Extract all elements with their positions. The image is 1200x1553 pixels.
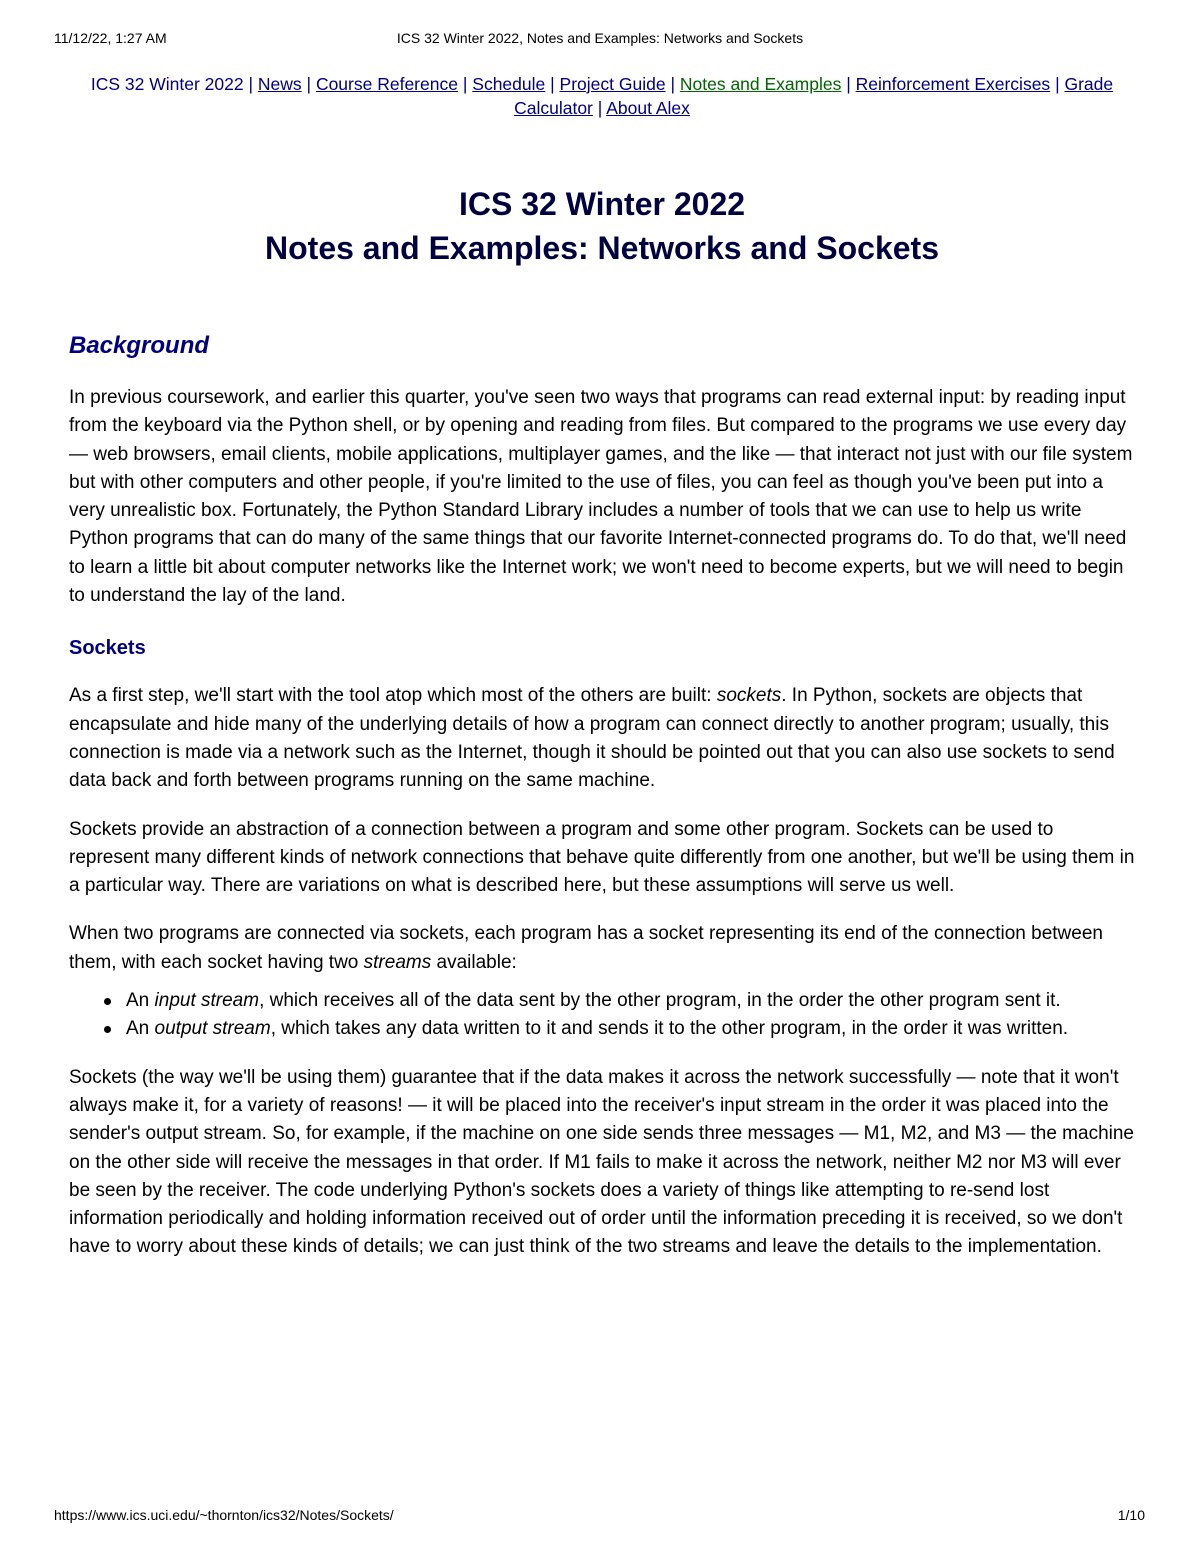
sockets-paragraph-1 [69,682,1135,795]
nav-link-course-reference[interactable]: Course Reference [315,74,458,94]
nav-separator: | [597,98,603,118]
text-span: , which receives all of the data sent by the other program, in the order the other program sent it. [259,990,1061,1012]
print-date: 11/12/22, 1:27 AM [54,30,167,46]
nav-separator: | [846,74,851,94]
nav-link-news[interactable]: News [257,74,302,94]
page-content [69,72,1135,1262]
course-nav [69,72,1135,120]
nav-link-notes-and-examples[interactable]: Notes and Examples [679,74,842,94]
nav-link-project-guide[interactable]: Project Guide [559,74,666,94]
page-title-line1: ICS 32 Winter 2022 [458,186,746,222]
nav-link-reinforcement-exercises[interactable]: Reinforcement Exercises [855,74,1051,94]
text-span: An [126,1018,155,1040]
page-title-line2: Notes and Examples: Networks and Sockets [265,230,939,266]
nav-separator: | [550,74,555,94]
nav-separator: | [462,74,468,94]
nav-link-grade-calculator[interactable]: Grade Calculator [514,74,1114,118]
bullet-icon [104,1026,111,1033]
print-url: https://www.ics.uci.edu/~thornton/ics32/Notes/Sockets/ [54,1507,394,1523]
background-paragraph: In previous coursework, and earlier this quarter, you've seen two ways that programs can read external input: by reading input from the keyboard via the Python shell, or by opening and reading from files. But compared to the programs we use every day — web browsers, email clients, mobile applications, multiplayer games, and the like — that interact not just with our file system but with other computers and other people, if you're limited to the use of files, you can feel as though you've been put into a very unrealistic box. Fortunately, the Python Standard Library includes a number of tools that we can use to help us write Python programs that can do many of the same things that our favorite Internet-connected programs do. To do that, we'll need to learn a little bit about computer networks like the Internet work; we won't need to become experts, but we will need to begin to understand the lay of the land. [69,387,1133,607]
sockets-paragraph-2: Sockets provide an abstraction of a connection between a program and some other program. Sockets can be used to represent many different kinds of network connections that behave quite differently from one another, but we'll be using them in a particular way. There are variations on what is described here, but these assumptions will serve us well. [69,818,1135,897]
bullet-icon [104,998,111,1005]
nav-separator: | [1055,74,1060,94]
list-item [126,1015,1135,1043]
print-page-number: 1/10 [1117,1507,1145,1523]
text-span: When two programs are connected via sockets, each program has a socket representing its end of the connection between them, with each socket having two [69,923,1103,973]
nav-course-name: ICS 32 Winter 2022 [90,74,244,94]
emphasis-input-stream: input stream [154,990,260,1012]
text-span: . In Python, sockets are objects that encapsulate and hide many of the underlying details of how a program can connect directly to another program; usually, this connection is made via a network such as the Internet, though it should be pointed out that you can also use sockets to send data back and forth between programs running on the same machine. [69,685,1115,792]
sockets-paragraph-3 [69,920,1135,977]
sockets-paragraph-4: Sockets (the way we'll be using them) guarantee that if the data makes it across the network successfully — note that it won't always make it, for a variety of reasons! — it will be placed into the receiver's input stream in the order it was placed into the sender's output stream. So, for example, if the machine on one side sends three messages — M1, M2, and M3 — the machine on the other side will receive the messages in that order. If M1 fails to make it across the network, neither M2 nor M3 will ever be seen by the receiver. The code underlying Python's sockets does a variety of things like attempting to re-send lost information periodically and holding information received out of order until the information preceding it is received, so we don't have to worry about these kinds of details; we can just think of the two streams and leave the details to the implementation. [69,1066,1135,1258]
emphasis-streams: streams [363,951,432,973]
list-item [126,987,1135,1015]
text-span: As a first step, we'll start with the tool atop which most of the others are built: [69,685,717,707]
sockets-heading: Sockets [69,637,146,660]
streams-list [69,987,1135,1044]
text-span: available: [431,951,517,973]
print-footer [0,1505,1200,1525]
emphasis-output-stream: output stream [154,1018,271,1040]
emphasis-sockets: sockets [716,685,782,707]
page-title [69,182,1135,270]
print-header [0,28,1200,48]
nav-separator: | [670,74,675,94]
text-span: , which takes any data written to it and sends it to the other program, in the order it was written. [270,1018,1069,1040]
nav-link-about-alex[interactable]: About Alex [606,98,690,118]
text-span: An [126,990,155,1012]
nav-separator: | [248,74,253,94]
nav-separator: | [306,74,312,94]
background-heading: Background [69,332,210,359]
nav-link-schedule[interactable]: Schedule [472,74,546,94]
print-document-title: ICS 32 Winter 2022, Notes and Examples: Networks and Sockets [396,30,804,46]
